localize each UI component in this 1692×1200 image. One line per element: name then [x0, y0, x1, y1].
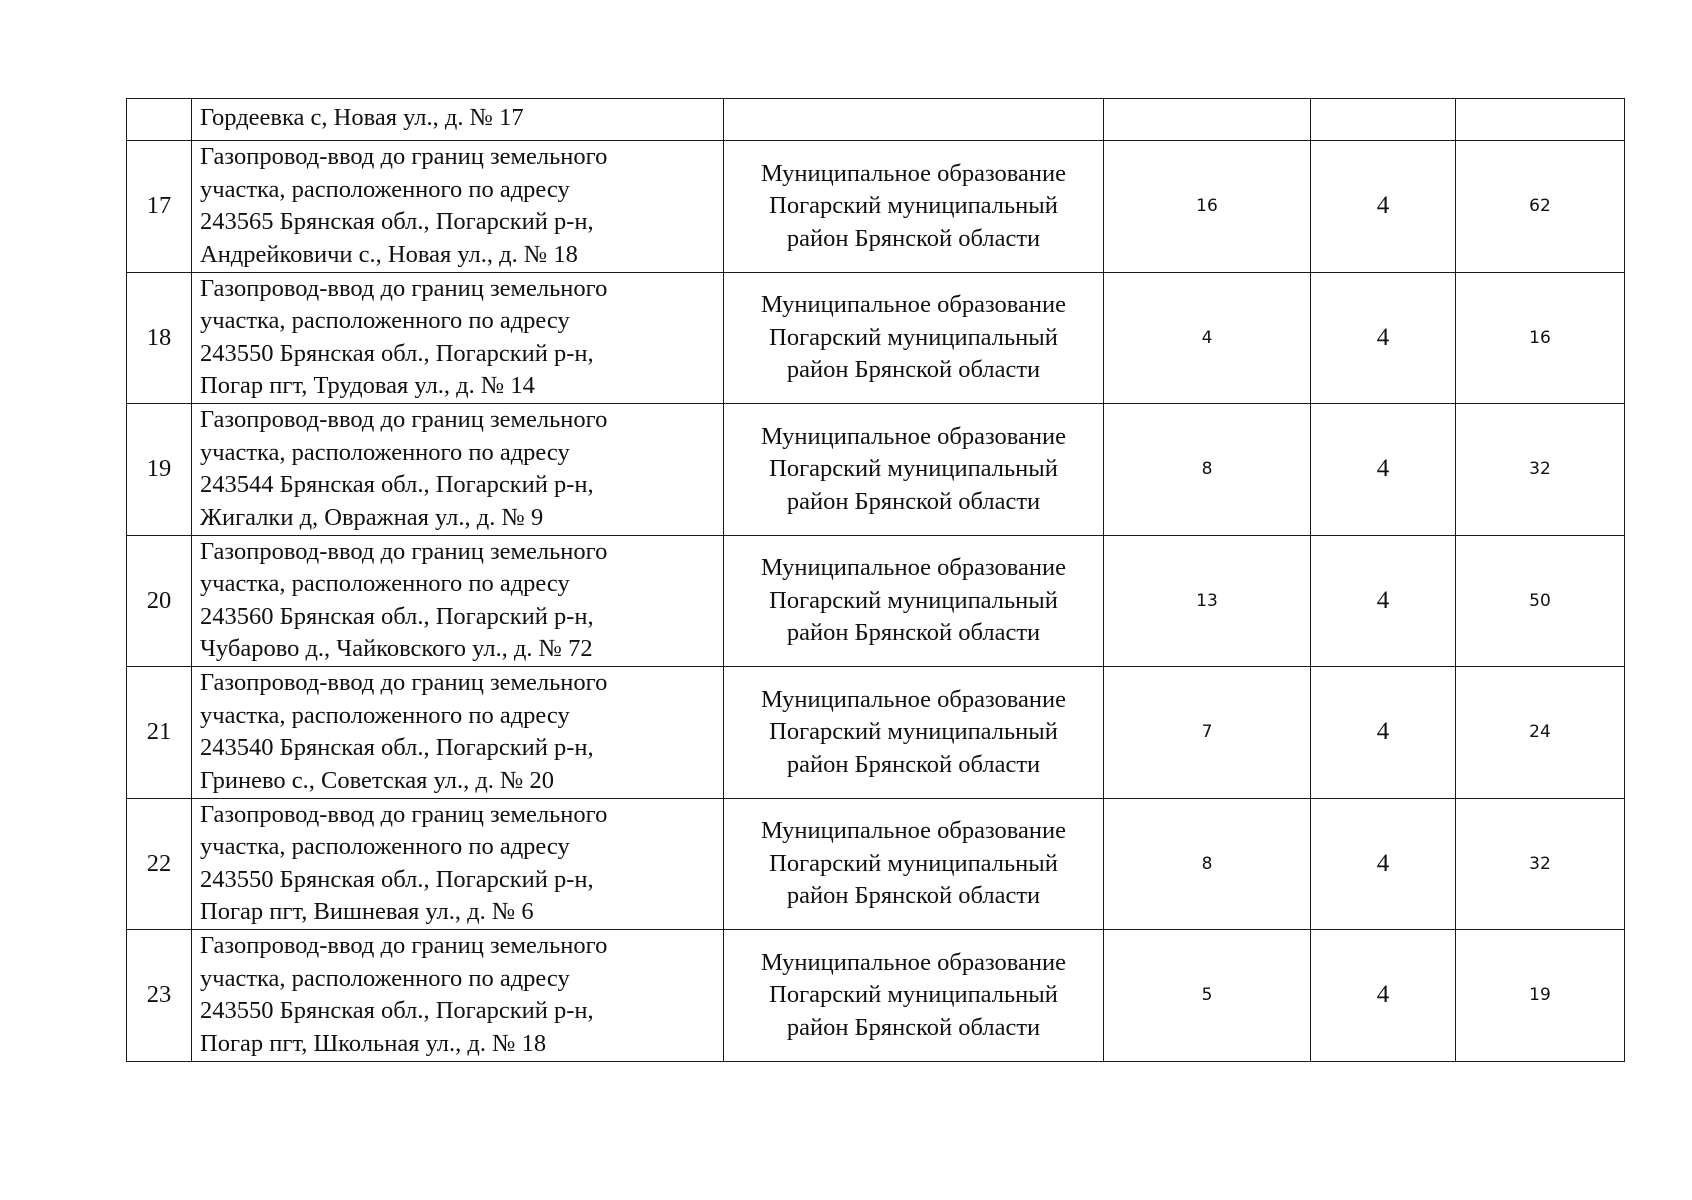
owner-line: Муниципальное образование	[761, 422, 1066, 450]
owner-line: район Брянской области	[786, 1013, 1041, 1041]
owner-line: район Брянской области	[786, 619, 1041, 646]
owner-cell	[724, 667, 1104, 799]
value-cell-col6: 19	[1456, 930, 1625, 1062]
value-cell-col4: 5	[1104, 930, 1311, 1062]
table-row	[127, 667, 1625, 799]
owner-line: район Брянской области	[786, 750, 1041, 778]
owner-line: Погарский муниципальный	[769, 323, 1058, 351]
value-cell-col5	[1311, 99, 1456, 141]
value-cell-col5: 4	[1311, 404, 1456, 536]
owner-line: Погарский муниципальный	[769, 192, 1058, 219]
value-cell-col5: 4	[1311, 930, 1456, 1062]
object-line: Андрейковичи с., Новая ул., д. № 18	[200, 240, 578, 268]
object-cell	[192, 930, 724, 1062]
object-line: Чубарово д., Чайковского ул., д. № 72	[200, 635, 593, 663]
owner-line: Погарский муниципальный	[769, 718, 1058, 745]
object-line: Погар пгт, Трудовая ул., д. № 14	[200, 372, 535, 400]
object-line: участка, расположенного по адресу	[200, 307, 570, 335]
object-line: Газопровод-ввод до границ земельного	[200, 669, 608, 697]
object-line: 243560 Брянская обл., Погарский р-н,	[200, 602, 594, 630]
object-line: 243550 Брянская обл., Погарский р-н,	[200, 865, 594, 893]
table-row	[127, 272, 1625, 404]
object-line: Газопровод-ввод до границ земельного	[200, 800, 608, 828]
row-number-cell	[127, 99, 192, 141]
value-cell-col6: 16	[1456, 272, 1625, 404]
owner-line: Муниципальное образование	[761, 159, 1066, 187]
value-cell-col4: 4	[1104, 272, 1311, 404]
object-line: участка, расположенного по адресу	[200, 833, 570, 861]
object-line: участка, расположенного по адресу	[200, 438, 570, 466]
owner-cell	[724, 535, 1104, 667]
owner-line: Погарский муниципальный	[769, 586, 1058, 614]
object-line: Гринево с., Советская ул., д. № 20	[200, 766, 555, 794]
object-line: Газопровод-ввод до границ земельного	[200, 537, 608, 565]
object-line: участка, расположенного по адресу	[200, 701, 570, 729]
value-cell-col4: 8	[1104, 798, 1311, 930]
owner-line: Муниципальное образование	[761, 948, 1066, 976]
row-number-cell: 19	[127, 404, 192, 536]
owner-cell	[724, 404, 1104, 536]
object-cell: Гордеевка с, Новая ул., д. № 17	[192, 99, 724, 141]
object-line: 243550 Брянская обл., Погарский р-н,	[200, 339, 594, 367]
table-row	[127, 930, 1625, 1062]
object-line: Жигалки д, Овражная ул., д. № 9	[200, 503, 544, 531]
owner-line: Погарский муниципальный	[769, 455, 1058, 482]
object-line: участка, расположенного по адресу	[200, 964, 570, 992]
table-row	[127, 535, 1625, 667]
value-cell-col6: 32	[1456, 404, 1625, 536]
owner-cell	[724, 930, 1104, 1062]
owner-line: Муниципальное образование	[761, 685, 1066, 713]
object-cell	[192, 272, 724, 404]
object-line: 243540 Брянская обл., Погарский р-н,	[200, 734, 594, 762]
owner-cell	[724, 141, 1104, 273]
row-number-cell: 22	[127, 798, 192, 930]
owner-line: Погарский муниципальный	[769, 981, 1058, 1008]
table-row	[127, 404, 1625, 536]
object-line: участка, расположенного по адресу	[200, 175, 570, 203]
row-number-cell: 21	[127, 667, 192, 799]
row-number-cell: 18	[127, 272, 192, 404]
value-cell-col4	[1104, 99, 1311, 141]
value-cell-col6: 62	[1456, 141, 1625, 273]
owner-line: Погарский муниципальный	[769, 849, 1058, 877]
owner-line: Муниципальное образование	[761, 817, 1066, 844]
value-cell-col5: 4	[1311, 272, 1456, 404]
object-cell	[192, 798, 724, 930]
row-number-cell: 17	[127, 141, 192, 273]
value-cell-col4: 7	[1104, 667, 1311, 799]
value-cell-col6: 24	[1456, 667, 1625, 799]
value-cell-col5: 4	[1311, 535, 1456, 667]
value-cell-col4: 8	[1104, 404, 1311, 536]
register-table-body	[127, 99, 1625, 1062]
register-table	[126, 98, 1625, 1062]
owner-cell	[724, 99, 1104, 141]
object-line: 243565 Брянская обл., Погарский р-н,	[200, 208, 594, 236]
owner-cell	[724, 272, 1104, 404]
object-line: Погар пгт, Вишневая ул., д. № 6	[200, 898, 534, 926]
value-cell-col6	[1456, 99, 1625, 141]
table-row	[127, 141, 1625, 273]
object-line: Газопровод-ввод до границ земельного	[200, 274, 608, 302]
owner-line: район Брянской области	[786, 882, 1041, 909]
owner-line: Муниципальное образование	[761, 291, 1066, 318]
object-line: Газопровод-ввод до границ земельного	[200, 143, 608, 171]
row-number-cell: 23	[127, 930, 192, 1062]
object-cell	[192, 667, 724, 799]
object-cell	[192, 535, 724, 667]
value-cell-col5: 4	[1311, 667, 1456, 799]
value-cell-col6: 32	[1456, 798, 1625, 930]
object-cell	[192, 141, 724, 273]
value-cell-col5: 4	[1311, 798, 1456, 930]
value-cell-col6: 50	[1456, 535, 1625, 667]
value-cell-col4: 16	[1104, 141, 1311, 273]
object-line: участка, расположенного по адресу	[200, 570, 570, 598]
table-row	[127, 798, 1625, 930]
object-line: 243544 Брянская обл., Погарский р-н,	[200, 471, 594, 499]
continuation-row	[127, 99, 1625, 141]
object-line: Газопровод-ввод до границ земельного	[200, 406, 608, 434]
owner-cell	[724, 798, 1104, 930]
owner-line: Муниципальное образование	[761, 554, 1066, 581]
object-line: Газопровод-ввод до границ земельного	[200, 932, 608, 960]
owner-line: район Брянской области	[786, 356, 1041, 383]
row-number-cell: 20	[127, 535, 192, 667]
object-cell	[192, 404, 724, 536]
value-cell-col5: 4	[1311, 141, 1456, 273]
owner-line: район Брянской области	[786, 487, 1041, 515]
owner-line: район Брянской области	[786, 224, 1041, 252]
object-line: 243550 Брянская обл., Погарский р-н,	[200, 997, 594, 1025]
value-cell-col4: 13	[1104, 535, 1311, 667]
object-line: Погар пгт, Школьная ул., д. № 18	[200, 1029, 547, 1057]
